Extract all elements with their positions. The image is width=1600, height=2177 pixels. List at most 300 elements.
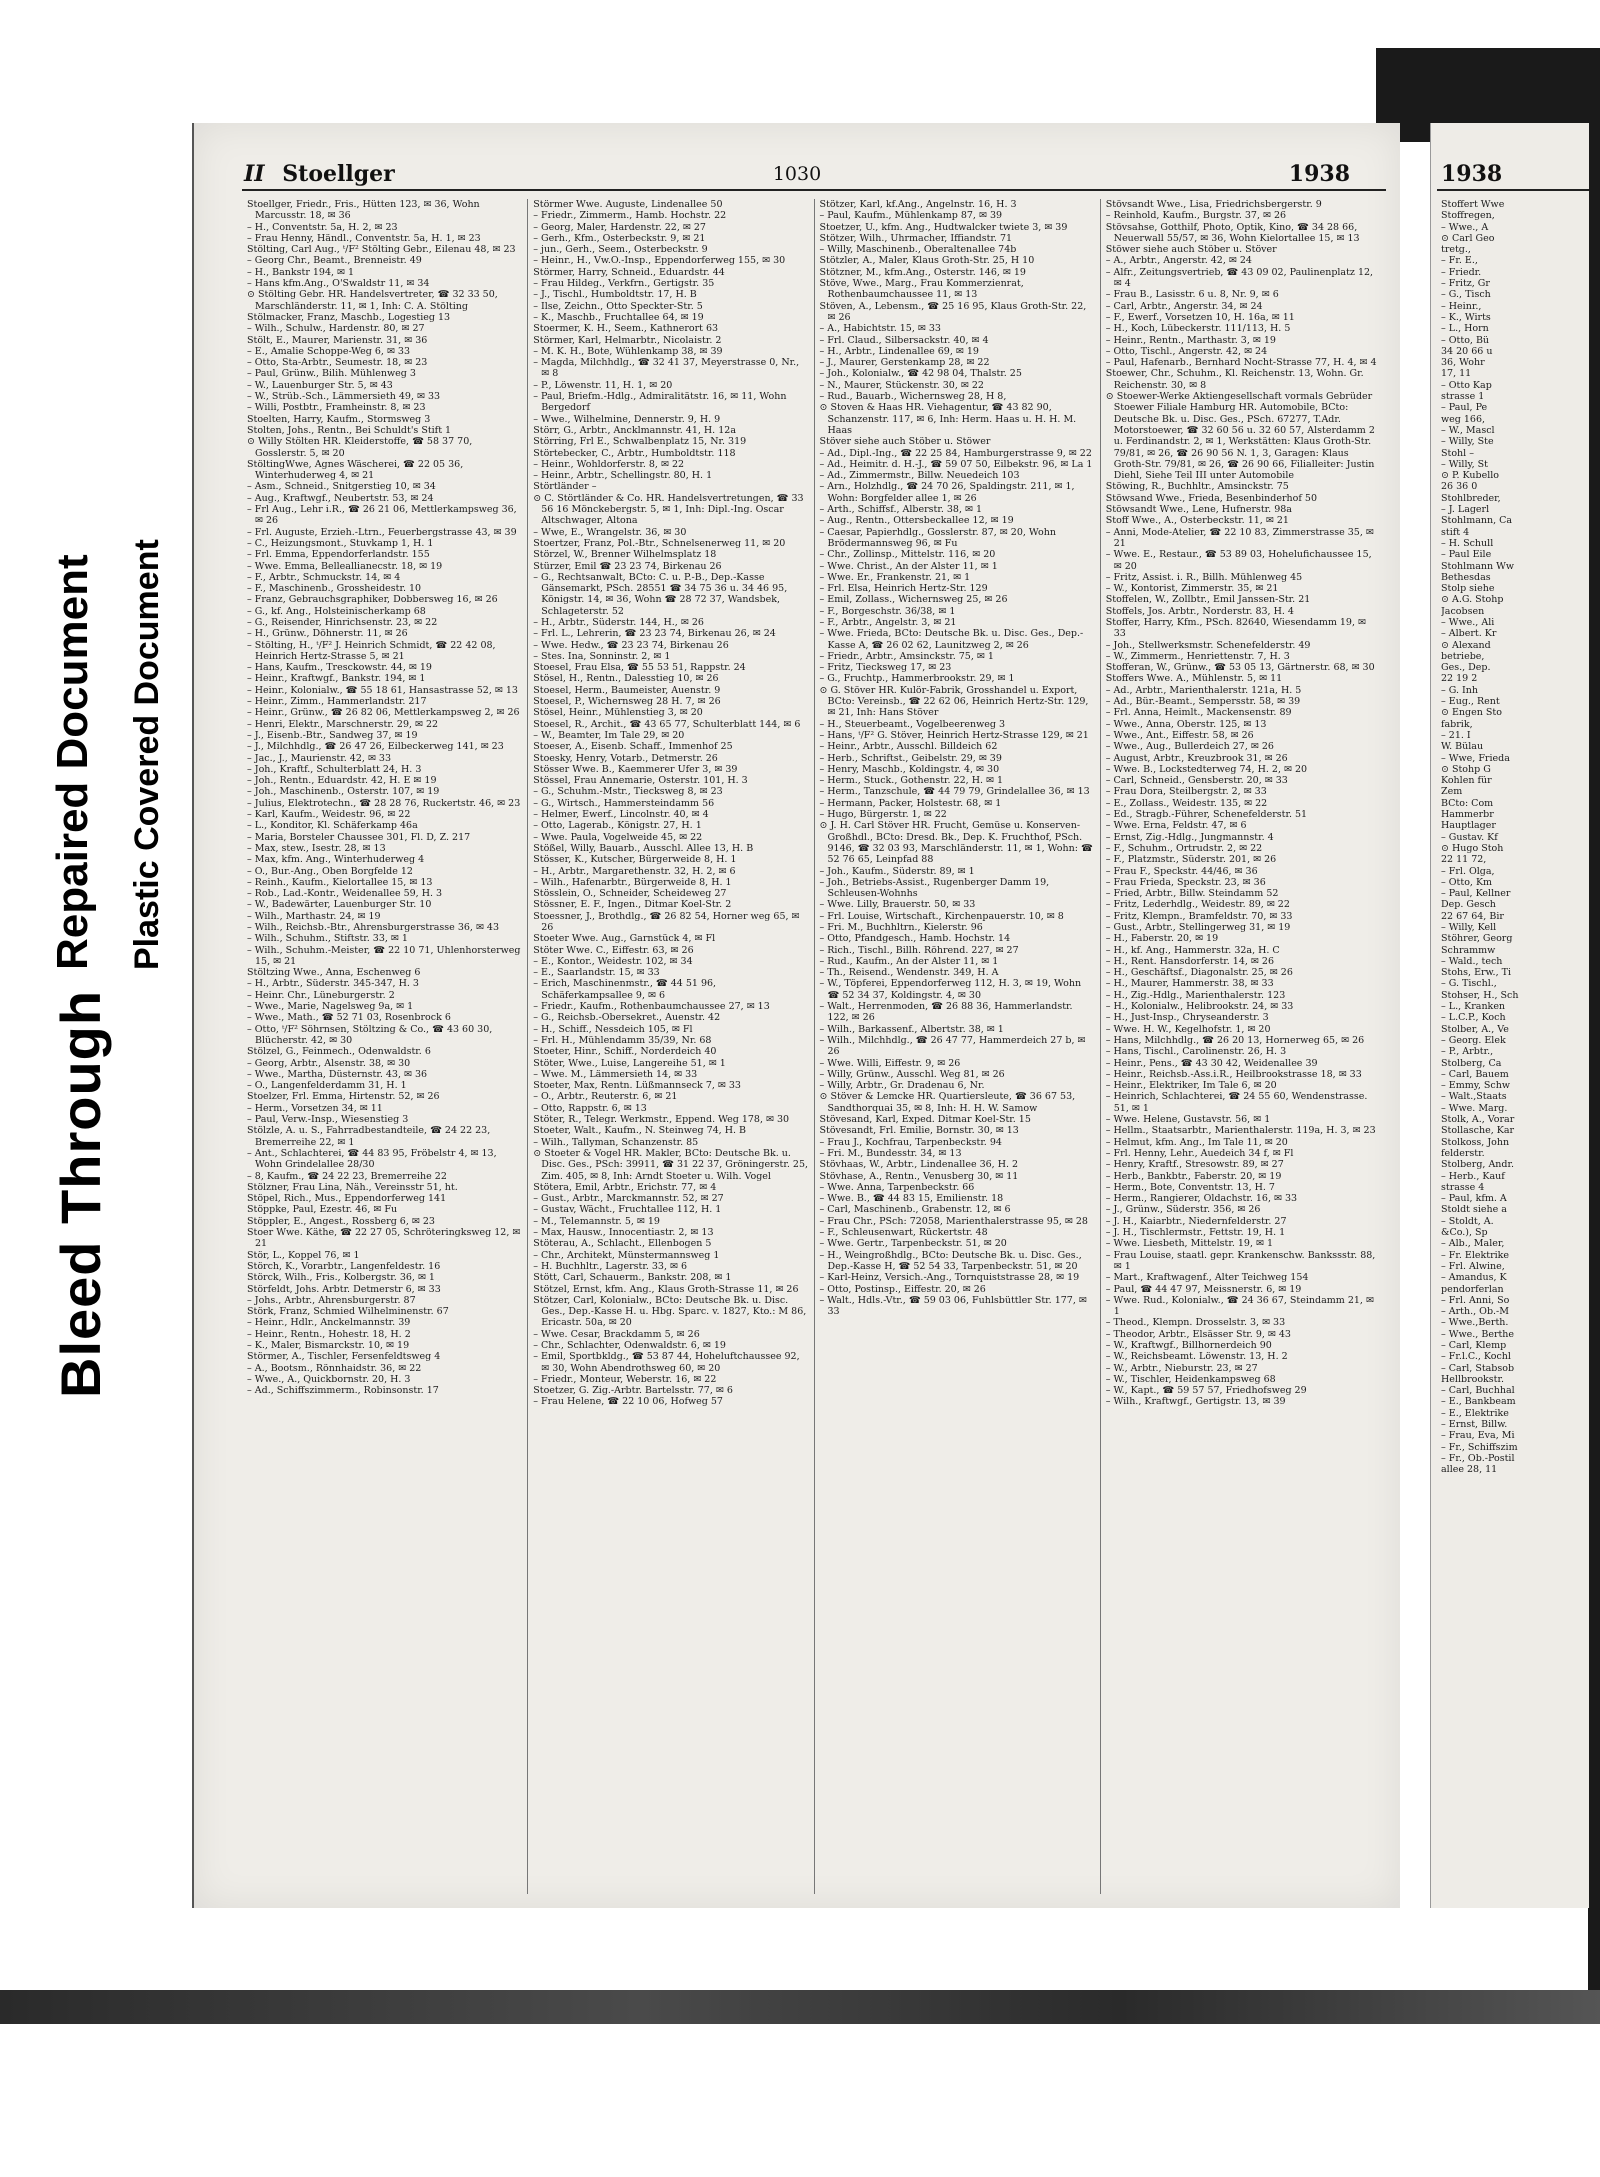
directory-entry: – Joh., Stellwerksmstr. Schenefelderstr. 49 (1105, 639, 1311, 651)
directory-entry: – Carl, Arbtr., Angerstr. 34, ✉ 24 (1105, 300, 1263, 312)
directory-entry: Stoffelen, W., Zollbtr., Emil Janssen-Str. 21 (1105, 594, 1311, 606)
adjacent-entry: – Paul Eile (1441, 549, 1492, 561)
adjacent-entry: – Otto Kap (1441, 379, 1492, 391)
directory-entry: – Ad., Schiffszimmerm., Robinsonstr. 17 (247, 1385, 439, 1397)
directory-entry: – Herm., Tanzschule, ☎ 44 79 79, Grindelallee 36, ✉ 13 (819, 786, 1090, 798)
directory-entry: Störtländer – (533, 481, 597, 493)
directory-entry: – Mart., Kraftwagenf., Alter Teichweg 154 (1105, 1272, 1309, 1284)
directory-entry: – J. H., Tischlermstr., Fettstr. 19, H. 1 (1105, 1227, 1286, 1239)
directory-entry: – Aug., Kraftwgf., Neubertstr. 53, ✉ 24 (247, 492, 434, 504)
directory-entry: Stötzner, M., kfm.Ang., Osterstr. 146, ✉ 19 (819, 266, 1026, 278)
directory-entry: Stöwing, R., Buchhltr., Amsinckstr. 75 (1105, 481, 1289, 493)
directory-entry: ⊙ Stölting Gebr. HR. Handelsvertreter, ☎ 32 33 50, Marschländerstr. 11, ✉ 1, Inh: C. A. Stölting (247, 289, 498, 312)
directory-entry: Stölting, Carl Aug., ᵗ/F² Stölting Gebr., Eilenau 48, ✉ 23 (247, 244, 516, 256)
directory-entry: – Reinhold, Kaufm., Burgstr. 37, ✉ 26 (1105, 210, 1287, 222)
adjacent-entry: – Arth., Ob.-M (1441, 1306, 1509, 1318)
directory-entry: – Joh., Maschinenb., Osterstr. 107, ✉ 19 (247, 786, 440, 798)
directory-entry: ⊙ Stoewer-Werke Aktiengesellschaft vormals Gebrüder Stoewer Filiale Hamburg HR. Automobile, BCto: Deutsche Bk. u. Disc. Ges., PSch. 67277, T.Adr. Motorstoewer, ☎ 32 60 56 u. 32 60 57, Alsterdamm 2 u. Ferdinandstr. 2, ✉ 1, Werkstätten: Klaus Groth-Str. 79/81, ✉ 26, ☎ 26 90 56 N. 1, 3, Garagen: Klaus Groth-Str. 79/81, ✉ 26, ☎ 26 90 66, Filialleiter: Justin Diehl, Siehe Teil III unter Automobile (1105, 391, 1375, 482)
adjacent-entry: – Fr. Elektrike (1441, 1249, 1510, 1261)
adjacent-entry: Dep. Gesch (1441, 899, 1496, 911)
directory-entry: – H., Kolonialw., Helibrookstr. 24, ✉ 33 (1105, 1001, 1294, 1013)
directory-entry: – Heinr., Hdlr., Anckelmannstr. 39 (247, 1317, 411, 1329)
directory-entry: – Wwe. B., Lockstedterweg 74, H. 2, ✉ 20 (1105, 763, 1308, 775)
directory-entry: – N., Maurer, Stückenstr. 30, ✉ 22 (819, 379, 984, 391)
directory-entry: – Asm., Schneid., Snitgerstieg 10, ✉ 34 (247, 481, 436, 493)
directory-entry: Stölt, E., Maurer, Marienstr. 31, ✉ 36 (247, 334, 428, 346)
directory-entry: – Heinr., Wohldorferstr. 8, ✉ 22 (533, 458, 685, 470)
directory-entry: – W., Badewärter, Lauenburger Str. 10 (247, 899, 432, 911)
directory-entry: – Wwe., Aug., Bullerdeich 27, ✉ 26 (1105, 741, 1274, 753)
directory-entry: – Hellm., Staatsarbtr., Marienthalerstr. 119a, H. 3, ✉ 23 (1105, 1125, 1376, 1137)
directory-entry: – Arth., Schiffsf., Alberstr. 38, ✉ 1 (819, 504, 983, 516)
label-repaired-document: Repaired Document (48, 554, 97, 970)
directory-entry: – Wwe. B., ☎ 44 83 15, Emilienstr. 18 (819, 1193, 1004, 1205)
adjacent-entry: – Paul, Kellner (1441, 888, 1511, 900)
adjacent-entry: – Heinr., (1441, 300, 1482, 312)
directory-entry: – C., Heizungsmont., Stuvkamp 1, H. 1 (247, 537, 434, 549)
adjacent-entry: – Friedr. (1441, 266, 1482, 278)
directory-entry: – J., Maurer, Gerstenkamp 28, ✉ 22 (819, 357, 990, 369)
directory-entry: – Max, kfm. Ang., Winterhuderweg 4 (247, 854, 425, 866)
adjacent-entry: – K., Wirts (1441, 311, 1491, 323)
directory-entry: ⊙ Stoeter & Vogel HR. Makler, BCto: Deutsche Bk. u. Disc. Ges., PSch: 39911, ☎ 31 22 37, Gröningerstr. 25, Zim. 405, ✉ 8, Inh: Arndt Stoeter u. Wilh. Vogel (533, 1147, 809, 1182)
directory-entry: Stolten, Johs., Rentn., Bei Schuldt's Stift 1 (247, 424, 452, 436)
adjacent-entry: 34 20 66 u (1441, 345, 1493, 357)
directory-entry: – Wwe., Ant., Eiffestr. 58, ✉ 26 (1105, 729, 1254, 741)
adjacent-entry: – Frl. Olga, (1441, 865, 1495, 877)
directory-entry: Stoesel, Frau Elsa, ☎ 55 53 51, Rappstr. 24 (533, 662, 746, 674)
directory-entry: – O., Bur.-Ang., Oben Borgfelde 12 (247, 865, 413, 877)
adjacent-entry: – Wwe.,Berth. (1441, 1317, 1509, 1329)
adjacent-entry: Stohlmann, Ca (1441, 515, 1513, 527)
adjacent-entry: – Walt.,Staats (1441, 1091, 1507, 1103)
adjacent-entry: betriebe, (1441, 650, 1485, 662)
directory-entry: Stoesel, P., Wichernsweg 28 H. 7, ✉ 26 (533, 696, 721, 708)
directory-entry: – Hans kfm.Ang., O'Swaldstr 11, ✉ 34 (247, 278, 430, 290)
directory-entry: Stöve, Wwe., Marg., Frau Kommerzienrat, Rothenbaumchaussee 11, ✉ 13 (819, 278, 1024, 301)
directory-entry: – Otto, ᵗ/F² Söhrnsen, Stöltzing & Co., ☎ 43 60 30, Blücherstr. 42, ✉ 30 (247, 1023, 493, 1046)
directory-entry: Stösel, H., Rentn., Dalesstieg 10, ✉ 26 (533, 673, 719, 685)
directory-entry: – Arn., Holzhdlg., ☎ 24 70 26, Spaldingstr. 211, ✉ 1, Wohn: Borgfelder allee 1, ✉ 26 (819, 481, 1075, 504)
directory-entry: – Wwe, E., Wrangelstr. 36, ✉ 30 (533, 526, 687, 538)
directory-entry: – H., Geschäftsf., Diagonalstr. 25, ✉ 26 (1105, 967, 1293, 979)
directory-entry: Stoessner, J., Brothdlg., ☎ 26 82 54, Horner weg 65, ✉ 26 (533, 910, 800, 933)
adjacent-entry: strasse 1 (1441, 391, 1485, 403)
directory-entry: – Rud., Bauarb., Wichernsweg 28, H 8, (819, 391, 1007, 403)
directory-entry: – Wilh., Kraftwgf., Gertigstr. 13, ✉ 39 (1105, 1396, 1286, 1408)
adjacent-entry: – H. Schull (1441, 537, 1494, 549)
directory-entry: – E., Amalie Schoppe-Weg 6, ✉ 33 (247, 345, 411, 357)
directory-entry: – Herb., Schriftst., Geibelstr. 29, ✉ 39 (819, 752, 1002, 764)
directory-entry: – Frl. H., Mühlendamm 35/39, Nr. 68 (533, 1034, 712, 1046)
directory-entry: – Wwe., Math., ☎ 52 71 03, Rosenbrock 6 (247, 1012, 451, 1024)
directory-entry: – Franz, Gebrauchsgraphiker, Dobbersweg 16, ✉ 26 (247, 594, 498, 606)
directory-entry: – Paul, Hafenarb., Bernhard Nocht-Strasse 77, H. 4, ✉ 4 (1105, 357, 1377, 369)
directory-entry: – E., Saarlandstr. 15, ✉ 33 (533, 967, 660, 979)
adjacent-entry: Stohser, H., Sch (1441, 989, 1519, 1001)
directory-entry: – Chr., Architekt, Münstermannsweg 1 (533, 1249, 720, 1261)
directory-entry: – Max, Hausw., Innocentiastr. 2, ✉ 13 (533, 1227, 714, 1239)
directory-entry: – Wwe. E., Restaur., ☎ 53 89 03, Hohelufichaussee 15, ✉ 20 (1105, 549, 1372, 572)
adjacent-entry: – L.C.P., Koch (1441, 1012, 1506, 1024)
adjacent-entry: – Albert. Kr (1441, 628, 1497, 640)
directory-entry: Störring, Frl E., Schwalbenplatz 15, Nr. 319 (533, 436, 747, 448)
directory-entry: – G., Fruchtp., Hammerbrookstr. 29, ✉ 1 (819, 673, 1015, 685)
directory-entry: Stoellger, Friedr., Fris., Hütten 123, ✉ 36, Wohn Marcusstr. 18, ✉ 36 (247, 199, 480, 222)
directory-entry: – Wilh., Schuhm., Stiftstr. 33, ✉ 1 (247, 933, 408, 945)
directory-entry: Stör, L., Koppel 76, ✉ 1 (247, 1249, 360, 1261)
directory-entry: – Joh., Kaufm., Süderstr. 89, ✉ 1 (819, 865, 975, 877)
adjacent-entry: Stoffregen, (1441, 210, 1495, 222)
directory-entry: – Emil, Sportbkldg., ☎ 53 87 44, Hoheluftchaussee 92, ✉ 30, Wohn Abendrothsweg 60, ✉ 20 (533, 1351, 800, 1374)
directory-entry: – Willy, Arbtr., Gr. Dradenau 6, Nr. (819, 1080, 985, 1092)
directory-entry: – H., Grünw., Döhnerstr. 11, ✉ 26 (247, 628, 408, 640)
label-bleed-through: Bleed Through (49, 989, 112, 1398)
directory-entry: – Heinr., Kolonialw., ☎ 55 18 61, Hansastrasse 52, ✉ 13 (247, 684, 518, 696)
adjacent-entry: allee 28, 11 (1441, 1464, 1498, 1476)
directory-entry: – Frl Aug., Lehr i.R., ☎ 26 21 06, Mettlerkampsweg 36, ✉ 26 (247, 504, 517, 527)
directory-entry: – Frau Frieda, Speckstr. 23, ✉ 36 (1105, 876, 1266, 888)
adjacent-entry: – E., Bankbeam (1441, 1396, 1516, 1408)
directory-entry: – Ilse, Zeichn., Otto Speckter-Str. 5 (533, 300, 703, 312)
directory-entry: Störr, G., Arbtr., Ancklmannstr. 41, H. 12a (533, 424, 736, 436)
directory-entry: – Frau Dora, Steilbergstr. 2, ✉ 33 (1105, 786, 1267, 798)
directory-entry: – Paul, Kaufm., Mühlenkamp 87, ✉ 39 (819, 210, 1003, 222)
directory-entry: Stövsahse, Gotthilf, Photo, Optik, Kino, ☎ 34 28 66, Neuerwall 55/57, ✉ 36, Wohn Kielortallee 15, ✉ 13 (1105, 221, 1360, 244)
directory-entry: – Fri. M., Bundesstr. 34, ✉ 13 (819, 1147, 962, 1159)
directory-entry: – Frau J., Kochfrau, Tarpenbeckstr. 94 (819, 1136, 1002, 1148)
directory-entry: – Henry, Kraftf., Stresowstr. 89, ✉ 27 (1105, 1159, 1284, 1171)
directory-entry: – O., Arbtr., Reuterstr. 6, ✉ 21 (533, 1091, 678, 1103)
adjacent-entry: – Gustav. Kf (1441, 831, 1498, 843)
adjacent-entry: Stohlbreder, (1441, 492, 1501, 504)
directory-entry: – Frau Helene, ☎ 22 10 06, Hofweg 57 (533, 1396, 723, 1408)
adjacent-entry: – Eug., Rent (1441, 696, 1500, 708)
adjacent-entry: Zem (1441, 786, 1463, 798)
directory-entry: Stöven, A., Lebensm., ☎ 25 16 95, Klaus Groth-Str. 22, ✉ 26 (819, 300, 1087, 323)
directory-entry: – Heinr. Chr., Lüneburgerstr. 2 (247, 989, 395, 1001)
directory-entry: Stöwsandt Wwe., Lene, Hufnerstr. 98a (1105, 504, 1292, 516)
directory-entry: ⊙ C. Störtländer & Co. HR. Handelsvertretungen, ☎ 33 56 16 Mönckebergstr. 5, ✉ 1, Inh: Dipl.-Ing. Oscar Altschwager, Altona (533, 492, 804, 527)
adjacent-entry: fabrik, (1441, 718, 1473, 730)
directory-entry: – Wwe. Emma, Belleallianecstr. 18, ✉ 19 (247, 560, 443, 572)
directory-entry: – Johs., Arbtr., Ahrensburgerstr. 87 (247, 1294, 416, 1306)
directory-entry: – Frau Chr., PSch: 72058, Marienthalerstrasse 95, ✉ 28 (819, 1215, 1088, 1227)
adjacent-entry: – Emmy, Schw (1441, 1080, 1510, 1092)
directory-entry: – Wilh., Reichsb.-Btr., Ahrensburgerstrasse 36, ✉ 43 (247, 922, 500, 933)
directory-entry: – Wwe. H. W., Kegelhofstr. 1, ✉ 20 (1105, 1023, 1271, 1035)
directory-entry: – Wilh., Schulw., Hardenstr. 80, ✉ 27 (247, 323, 425, 335)
directory-entry: Stöter, R., Telegr. Werkmstr., Eppend. Weg 178, ✉ 30 (533, 1114, 790, 1126)
directory-entry: – Maria, Borsteler Chaussee 301, Fl. D, Z. 217 (247, 831, 471, 843)
directory-entry: – Wwe. Lilly, Brauerstr. 50, ✉ 33 (819, 899, 976, 911)
directory-entry: Stofferan, W., Grünw., ☎ 53 05 13, Gärtnerstr. 68, ✉ 30 (1105, 662, 1375, 674)
adjacent-entry: felderstr. (1441, 1147, 1485, 1159)
adjacent-entry: – P., Arbtr., (1441, 1046, 1494, 1058)
directory-entry: – Ad., Bür.-Beamt., Sempersstr. 58, ✉ 39 (1105, 696, 1301, 708)
directory-entry: – Heinr., Kraftwgf., Bankstr. 194, ✉ 1 (247, 673, 426, 685)
adjacent-entry: – G. Tischl., (1441, 978, 1497, 990)
directory-entry: – Willy, Grünw., Ausschl. Weg 81, ✉ 26 (819, 1068, 1005, 1080)
directory-entry: – G., kf. Ang., Holsteinischerkamp 68 (247, 605, 426, 617)
directory-entry: Stötzel, Ernst, kfm. Ang., Klaus Groth-Strasse 11, ✉ 26 (533, 1283, 799, 1295)
directory-entry: – Wwe. Hedw., ☎ 23 23 74, Birkenau 26 (533, 639, 729, 651)
adjacent-entry: – Fr. E., (1441, 255, 1478, 267)
adjacent-entry: Stöhrer, Georg (1441, 933, 1513, 945)
adjacent-entry: – Carl, Klemp (1441, 1339, 1507, 1351)
directory-entry: – H., Maurer, Hammerstr. 38, ✉ 33 (1105, 978, 1274, 990)
directory-entry: – Walt., Herrenmoden, ☎ 26 88 36, Hammerlandstr. 122, ✉ 26 (819, 1001, 1073, 1024)
directory-entry: Stösser Wwe. B., Kaemmerer Ufer 3, ✉ 39 (533, 763, 738, 775)
adjacent-entry: Ges., Dep. (1441, 662, 1491, 674)
directory-entry: – H., Weingroßhdlg., BCto: Deutsche Bk. u. Disc. Ges., Dep.-Kasse H, ☎ 52 54 33, Tarpenbeckstr. 51, ✉ 20 (819, 1249, 1082, 1272)
directory-entry: – Fritz, Lederhdlg., Weidestr. 89, ✉ 22 (1105, 899, 1290, 911)
directory-entry: Stösel, Heinr., Mühlenstieg 3, ✉ 20 (533, 707, 703, 719)
directory-entry: – Wwe. Christ., An der Alster 11, ✉ 1 (819, 560, 998, 572)
directory-entry: – Wwe. Willi, Eiffestr. 9, ✉ 26 (819, 1057, 961, 1069)
directory-entry: Stövesand, Karl, Exped. Ditmar Koel-Str. 15 (819, 1114, 1031, 1126)
adjacent-entry: ⊙ P. Kubello (1441, 470, 1499, 482)
directory-entry: ⊙ Willy Stölten HR. Kleiderstoffe, ☎ 58 37 70, Gosslerstr. 5, ✉ 20 (247, 436, 473, 459)
directory-entry: – Willi, Postbtr., Framheinstr. 8, ✉ 23 (247, 402, 426, 414)
directory-entry: – Frl. Auguste, Erzieh.-Ltrn., Feuerbergstrasse 43, ✉ 39 (247, 526, 517, 538)
directory-entry: – H., Faberstr. 20, ✉ 19 (1105, 933, 1219, 945)
directory-entry: Stösslein, O., Schneider, Scheideweg 27 (533, 888, 727, 900)
directory-entry: – Anni, Mode-Atelier, ☎ 22 10 83, Zimmerstrasse 35, ✉ 21 (1105, 526, 1374, 549)
adjacent-entry: pendorferlan (1441, 1283, 1504, 1295)
directory-entry: – W., Kapt., ☎ 59 57 57, Friedhofsweg 29 (1105, 1385, 1307, 1397)
directory-entry: – F., Arbtr., Schmuckstr. 14, ✉ 4 (247, 571, 401, 583)
directory-entry: Stötzer, Carl, Kolonialw., BCto: Deutsche Bk. u. Disc. Ges., Dep.-Kasse H. u. Hbg. Sparc. v. 1827, Kto.: M 86, Ericastr. 50a, ✉ 20 (533, 1294, 807, 1329)
directory-entry: – A., Habichtstr. 15, ✉ 33 (819, 323, 941, 335)
directory-entry: Stölzle, A. u. S., Fahrradbestandteile, ☎ 24 22 23, Bremerreihe 22, ✉ 1 (247, 1125, 491, 1148)
directory-entry: – G., Reisender, Hinrichsenstr. 23, ✉ 22 (247, 616, 438, 628)
directory-entry: – Hans, Milchhdlg., ☎ 26 20 13, Hornerweg 65, ✉ 26 (1105, 1034, 1365, 1046)
directory-entry: – Frl. Henny, Lehr., Auedeich 34 f, ✉ Fl (1105, 1147, 1294, 1159)
directory-entry: – H., Arbtr., Margarethenstr. 32, H. 2, ✉ 6 (533, 865, 736, 877)
directory-entry: Stoff Wwe., A., Osterbeckstr. 11, ✉ 21 (1105, 515, 1289, 527)
directory-entry: – Fritz, Klempn., Bramfeldstr. 70, ✉ 33 (1105, 910, 1293, 922)
adjacent-entry: 22 19 2 (1441, 673, 1478, 685)
adjacent-entry: – Wwe. Marg. (1441, 1102, 1508, 1114)
page-number: 1030 (772, 163, 822, 185)
directory-entry: – Ernst, Zig.-Hdlg., Jungmannstr. 4 (1105, 831, 1274, 843)
directory-entry: – E., Kontor., Weidestr. 102, ✉ 34 (533, 955, 693, 967)
scan-bottom-band (0, 1990, 1600, 2024)
adjacent-entry: Stohs, Erw., Ti (1441, 967, 1511, 979)
directory-entry: – Joh., Betriebs-Assist., Rugenberger Damm 19, Schleusen-Wohnhs (819, 876, 1050, 900)
directory-entry: – O., Langenfelderdamm 31, H. 1 (247, 1080, 407, 1092)
directory-entry: – F., Schuhm., Ortrudstr. 2, ✉ 22 (1105, 842, 1263, 854)
column-1 (242, 199, 528, 1894)
directory-entry: – Wilh., Marthastr. 24, ✉ 19 (247, 910, 381, 922)
directory-entry: – Wwe., Martha, Düsternstr. 43, ✉ 36 (247, 1068, 428, 1080)
directory-entry: – Th., Reisend., Wendenstr. 349, H. A (819, 967, 999, 979)
adjacent-entry: Stoldt siehe a (1441, 1204, 1507, 1216)
adjacent-entry: 26 36 0 (1441, 481, 1478, 493)
directory-entry: – W., Lauenburger Str. 5, ✉ 43 (247, 379, 393, 391)
directory-entry: Stöpel, Rich., Mus., Eppendorferweg 141 (247, 1193, 447, 1205)
adjacent-entry: – J. Lagerl (1441, 504, 1490, 516)
adjacent-entry: Hellbrookstr. (1441, 1373, 1505, 1385)
adjacent-entry: – Fr.l.C., Kochl (1441, 1351, 1511, 1363)
directory-entry: – Wilh., Tallyman, Schanzenstr. 85 (533, 1136, 699, 1148)
directory-entry: – H., Zig.-Hdlg., Marienthalerstr. 123 (1105, 989, 1286, 1001)
adjacent-entry: ⊙ Carl Geo (1441, 232, 1495, 244)
adjacent-entry: – L., Kranken (1441, 1001, 1506, 1013)
directory-entry: – Georg, Maler, Hardenstr. 22, ✉ 27 (533, 221, 706, 233)
directory-entry: – W., Beamter, Im Tale 29, ✉ 20 (533, 729, 685, 741)
directory-entry: – Gustav, Wächt., Fruchtallee 112, H. 1 (533, 1204, 722, 1216)
directory-entry: – Paul, ☎ 44 47 97, Meissnerstr. 6, ✉ 19 (1105, 1283, 1302, 1295)
directory-entry: Störmer, Karl, Helmarbtr., Nicolaistr. 2 (533, 334, 722, 346)
directory-entry: – Fritz, Assist. i. R., Billh. Mühlenweg 45 (1105, 571, 1303, 583)
directory-entry: – Heinr., Pens., ☎ 43 30 42, Weidenallee 39 (1105, 1057, 1318, 1069)
directory-entry: – H., Arbtr., Lindenallee 69, ✉ 19 (819, 345, 979, 357)
adjacent-entry: – Carl, Stabsob (1441, 1362, 1515, 1374)
directory-entry: – Herm., Bote, Conventstr. 13, H. 7 (1105, 1181, 1275, 1193)
directory-entry: – Ad., Heimitr. d. H.-J., ☎ 59 07 50, Eilbekstr. 96, ✉ La 1 (819, 458, 1093, 470)
directory-entry: – H., Schiff., Nessdeich 105, ✉ Fl (533, 1023, 693, 1035)
directory-entry: – Hans, Kaufm., Tresckowstr. 44, ✉ 19 (247, 662, 432, 674)
directory-entry: Stöppke, Paul, Ezestr. 46, ✉ Fu (247, 1204, 398, 1216)
directory-entry: – Wilh., Schuhm.-Meister, ☎ 22 10 71, Uhlenhorsterweg 15, ✉ 21 (247, 944, 521, 967)
directory-entry: Stötzer, Wilh., Uhrmacher, Iffiandstr. 71 (819, 232, 1013, 244)
adjacent-entry: &Co.), Sp (1441, 1227, 1488, 1239)
directory-entry: Stöwsand Wwe., Frieda, Besenbinderhof 50 (1105, 492, 1318, 504)
directory-entry: Stoesel, Herm., Baumeister, Auenstr. 9 (533, 684, 721, 696)
adjacent-entry: – Fr., Schiffszim (1441, 1441, 1518, 1453)
directory-entry: – Heinr., Rentn., Hohestr. 18, H. 2 (247, 1328, 411, 1340)
directory-entry: – Theodor, Arbtr., Elsässer Str. 9, ✉ 43 (1105, 1328, 1291, 1340)
directory-entry: – Frl. Louise, Wirtschaft., Kirchenpauerstr. 10, ✉ 8 (819, 910, 1064, 922)
directory-entry: ⊙ Stoven & Haas HR. Viehagentur, ☎ 43 82 90, Schanzenstr. 117, ✉ 6, Inh: Herm. Haas u. H. H. M. Haas (819, 402, 1077, 436)
directory-entry: – Frl. Anna, Heimlt., Mackensenstr. 89 (1105, 707, 1292, 719)
directory-entry: – Stes. Ina, Sonninstr. 2, ✉ 1 (533, 650, 671, 662)
directory-entry: – G., Schuhm.-Mstr., Tiecksweg 8, ✉ 23 (533, 786, 723, 798)
column-3 (815, 199, 1101, 1894)
directory-entry: – Wwe. Gertr., Tarpenbeckstr. 51, ✉ 20 (819, 1238, 1007, 1250)
directory-entry: Stölzel, G., Feinmech., Odenwaldstr. 6 (247, 1046, 431, 1058)
directory-entry: – F., Ewerf., Vorsetzen 10, H. 16a, ✉ 11 (1105, 311, 1295, 323)
directory-entry: Stött, Carl, Schauerm., Bankstr. 208, ✉ 1 (533, 1272, 732, 1284)
directory-entry: – Wwe., Marie, Nagelsweg 9a, ✉ 1 (247, 1001, 414, 1013)
directory-entry: Stöver siehe auch Stöber u. Stöwer (819, 436, 991, 448)
adjacent-entry: Stolberg, Ca (1441, 1057, 1502, 1069)
directory-entry: – H., Koch, Lübeckerstr. 111/113, H. 5 (1105, 323, 1291, 335)
adjacent-entry: – Georg. Elek (1441, 1034, 1506, 1046)
directory-entry: Stürzer, Emil ☎ 23 23 74, Birkenau 26 (533, 560, 722, 572)
adjacent-entry: – Carl, Bauem (1441, 1068, 1509, 1080)
directory-entry: – Rich., Tischl., Billh. Röhrend. 227, ✉ 27 (819, 944, 1019, 956)
directory-entry: Störfeldt, Johs. Arbtr. Detmerstr 6, ✉ 33 (247, 1283, 441, 1295)
directory-entry: – Walt., Hdls.-Vtr., ☎ 59 03 06, Fuhlsbüttler Str. 177, ✉ 33 (819, 1294, 1087, 1318)
adjacent-column (1441, 199, 1589, 1894)
column-4 (1101, 199, 1386, 1894)
directory-entry: – Chr., Schlachter, Odenwaldstr. 6, ✉ 19 (533, 1339, 726, 1351)
directory-entry: StöltingWwe, Agnes Wäscherei, ☎ 22 05 36, Winterhuderweg 4, ✉ 21 (247, 458, 464, 482)
directory-entry: Stötzer, Karl, kf.Ang., Angelnstr. 16, H. 3 (819, 199, 1017, 210)
directory-entry: – E., Zollass., Weidestr. 135, ✉ 22 (1105, 797, 1268, 809)
directory-entry: Stoeter, Walt., Kaufm., N. Steinweg 74, H. B (533, 1125, 747, 1137)
year: 1938 (1288, 161, 1350, 187)
directory-entry: – Friedr., Zimmerm., Hamb. Hochstr. 22 (533, 210, 727, 222)
directory-entry: – Ad., Zimmermstr., Billw. Neuedeich 103 (819, 470, 1020, 482)
directory-entry: – Herm., Stuck., Gothenstr. 22, H. ✉ 1 (819, 775, 1004, 787)
directory-entry: ⊙ J. H. Carl Stöver HR. Frucht, Gemüse u. Konserven-Großhdl., BCto: Dresd. Bk., Dep. K. Fruchthof, PSch. 9146, ☎ 32 03 93, Marschländerstr. 11, ✉ 1, Wohn: ☎ 52 76 65, Leinpfad 88 (819, 820, 1093, 866)
directory-entry: – August, Arbtr., Kreuzbrook 31, ✉ 26 (1105, 752, 1288, 764)
directory-entry: – H., kf. Ang., Hammerstr. 32a, H. C (1105, 944, 1280, 956)
directory-entry: – F., Maschinenb., Grossheidestr. 10 (247, 583, 422, 595)
adjacent-entry: – Paul, Pe (1441, 402, 1488, 414)
directory-entry: – J. H., Kaiarbtr., Niedernfelderstr. 27 (1105, 1215, 1287, 1227)
adjacent-entry: Schrammw (1441, 944, 1496, 956)
adjacent-entry: – Herb., Kauf (1441, 1170, 1505, 1182)
directory-entry: – Herm., Rangierer, Oldachstr. 16, ✉ 33 (1105, 1193, 1298, 1205)
directory-entry: – H., Arbtr., Süderstr. 345-347, H. 3 (247, 978, 419, 990)
directory-entry: – H., Bankstr 194, ✉ 1 (247, 266, 355, 278)
directory-entry: – Theod., Klempn. Drosselstr. 3, ✉ 33 (1105, 1317, 1286, 1329)
adjacent-entry: Stoffert Wwe (1441, 199, 1505, 210)
directory-entry: Stölzner, Frau Lina, Näh., Vereinsstr 51, ht. (247, 1181, 458, 1193)
directory-entry: – Joh., Rentn., Eduardstr. 42, H. E ✉ 19 (247, 775, 437, 787)
adjacent-entry: Stollasche, Kar (1441, 1125, 1515, 1137)
adjacent-entry: Stolp siehe (1441, 583, 1495, 595)
directory-entry: Stöterau, A., Schlacht., Ellenbogen 5 (533, 1238, 712, 1250)
keyword: Stoellger (282, 161, 395, 187)
adjacent-entry: – Wwe, Frieda (1441, 752, 1510, 764)
adjacent-entry: – Carl, Buchhal (1441, 1385, 1515, 1397)
directory-entry: – Gust., Arbtr., Marckmannstr. 52, ✉ 27 (533, 1193, 724, 1205)
directory-entry: – G., Rechtsanwalt, BCto: C. u. P.-B., Dep.-Kasse Gänsemarkt, PSch. 28551 ☎ 34 75 36 u. 34 46 95, Königstr. 14, ✉ 36, Wohn ☎ 28 72 37, Wandsbek, Schlageterstr. 52 (533, 571, 788, 617)
directory-entry: – W., Töpferei, Eppendorferweg 112, H. 3, ✉ 19, Wohn ☎ 52 34 37, Koldingstr. 4, ✉ 30 (819, 978, 1082, 1001)
directory-entry: – Friedr., Arbtr., Amsinckstr. 75, ✉ 1 (819, 650, 994, 662)
directory-entry: – Henry, Maschb., Koldingstr. 4, ✉ 30 (819, 763, 1000, 775)
adjacent-entry: Bethesdas (1441, 571, 1491, 583)
directory-entry: – Carl, Maschinenb., Grabenstr. 12, ✉ 6 (819, 1204, 1011, 1216)
adjacent-entry: Stolk, A., Vorar (1441, 1114, 1515, 1126)
directory-entry: – Paul, Verw.-Insp., Wiesenstieg 3 (247, 1114, 409, 1126)
directory-entry: Stoeter, Hinr., Schiff., Norderdeich 40 (533, 1046, 717, 1058)
directory-entry: – W., Kraftwgf., Billhornerdeich 90 (1105, 1339, 1272, 1351)
adjacent-entry: – G. Inh (1441, 684, 1479, 696)
directory-page (192, 123, 1400, 1908)
directory-entry: Stövhaas, W., Arbtr., Lindenallee 36, H. 2 (819, 1159, 1019, 1171)
adjacent-entry: 22 67 64, Bir (1441, 910, 1504, 922)
directory-entry: Stoetzer, G. Zig.-Arbtr. Bartelsstr. 77, ✉ 6 (533, 1385, 733, 1397)
adjacent-entry: Stolber, A., Ve (1441, 1023, 1509, 1035)
adjacent-entry: – Frl. Alwine, (1441, 1260, 1505, 1272)
directory-entry: – Hermann, Packer, Holstestr. 68, ✉ 1 (819, 797, 1002, 809)
entry-columns (242, 199, 1386, 1894)
adjacent-entry: – Ernst, Billw. (1441, 1419, 1508, 1431)
adjacent-entry: Stohl – (1441, 447, 1474, 459)
directory-entry: – F., Arbtr., Angelstr. 3, ✉ 21 (819, 616, 957, 628)
directory-entry: – Frl. L., Lehrerin, ☎ 23 23 74, Birkenau 26, ✉ 24 (533, 628, 776, 640)
adjacent-entry: Hauptlager (1441, 820, 1496, 832)
directory-entry: – Herm., Vorsetzen 34, ✉ 11 (247, 1102, 383, 1114)
directory-entry: – Frl. Claud., Silbersackstr. 40, ✉ 4 (819, 334, 989, 346)
directory-entry: – Rob., Lad.-Kontr., Weidenallee 59, H. 3 (247, 888, 443, 900)
directory-entry: – Otto, Pfandgesch., Hamb. Hochstr. 14 (819, 933, 1011, 945)
directory-entry: – H., Arbtr., Süderstr. 144, H., ✉ 26 (533, 616, 704, 628)
directory-entry: – Reinh., Kaufm., Kielortallee 15, ✉ 13 (247, 876, 433, 888)
directory-entry: – Julius, Elektrotechn., ☎ 28 28 76, Ruckertstr. 46, ✉ 23 (247, 797, 521, 809)
directory-entry: Stötzler, A., Maler, Klaus Groth-Str. 25, H 10 (819, 255, 1035, 267)
adjacent-entry: – Wwe., Berthe (1441, 1328, 1515, 1340)
directory-entry: Stövsandt Wwe., Lisa, Friedrichsbergerstr. 9 (1105, 199, 1322, 210)
directory-entry: – Henri, Elektr., Marschnerstr. 29, ✉ 22 (247, 718, 439, 730)
